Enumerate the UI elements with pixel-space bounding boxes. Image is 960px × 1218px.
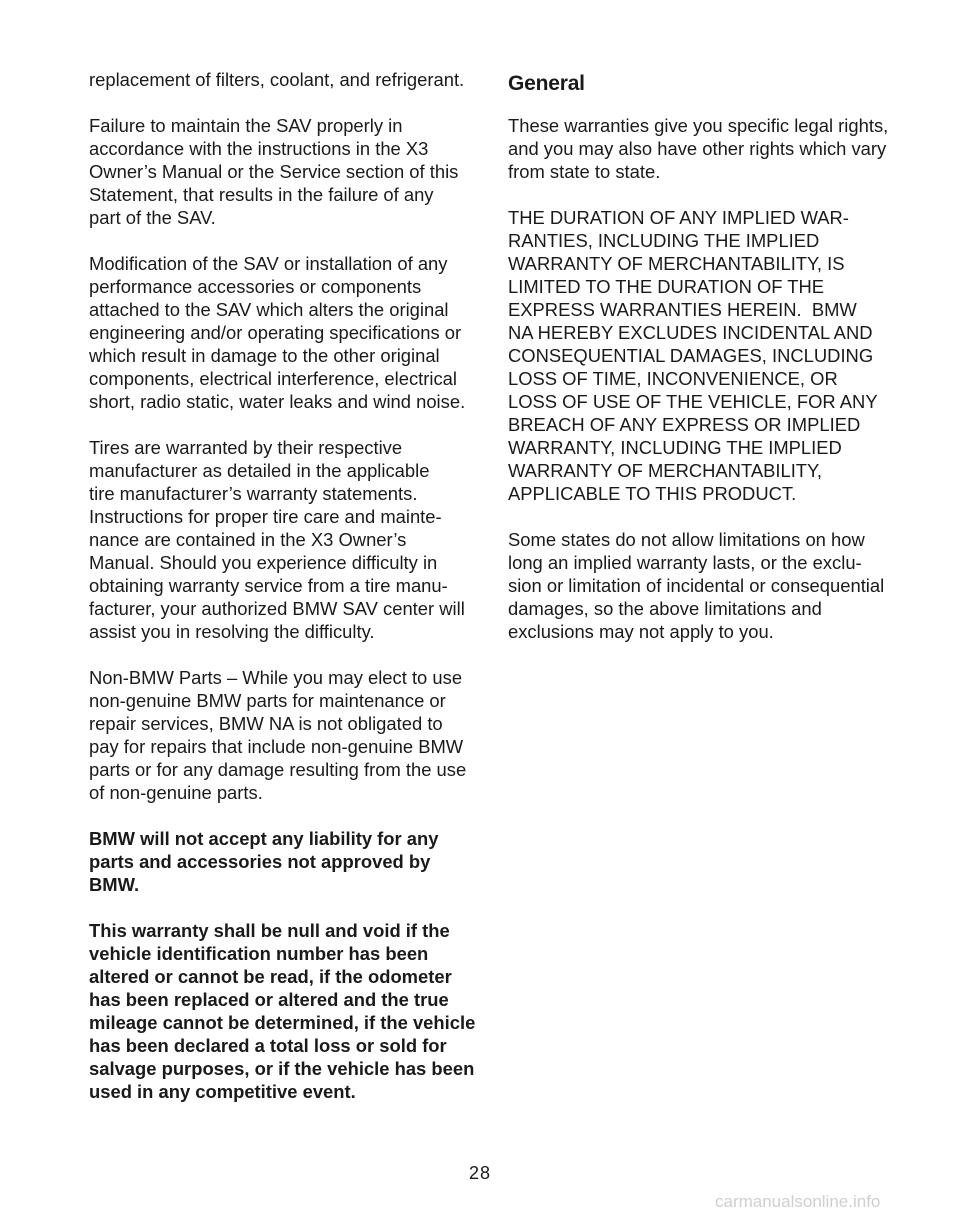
paragraph bbox=[89, 436, 471, 643]
text-line: RANTIES, INCLUDING THE IMPLIED bbox=[508, 230, 820, 251]
text-line: manufacturer as detailed in the applicable bbox=[89, 460, 430, 481]
text-line: mileage cannot be determined, if the vehicle bbox=[89, 1012, 476, 1033]
text-line: performance accessories or components bbox=[89, 276, 422, 297]
text-line: repair services, BMW NA is not obligated to bbox=[89, 713, 443, 734]
text-line: Instructions for proper tire care and mainte- bbox=[89, 506, 442, 527]
right-paragraphs bbox=[508, 114, 893, 643]
text-line: sion or limitation of incidental or consequential bbox=[508, 575, 885, 596]
text-line: nance are contained in the X3 Owner’s bbox=[89, 529, 407, 550]
text-line: LOSS OF USE OF THE VEHICLE, FOR ANY bbox=[508, 391, 878, 412]
text-line: Modification of the SAV or installation of any bbox=[89, 253, 448, 274]
text-line: NA HEREBY EXCLUDES INCIDENTAL AND bbox=[508, 322, 873, 343]
text-line: used in any competitive event. bbox=[89, 1081, 356, 1102]
text-line: engineering and/or operating specifications or bbox=[89, 322, 462, 343]
text-line: parts or for any damage resulting from the use bbox=[89, 759, 467, 780]
text-line: Failure to maintain the SAV properly in bbox=[89, 115, 403, 136]
text-line: which result in damage to the other original bbox=[89, 345, 440, 366]
paragraph bbox=[89, 919, 476, 1103]
text-line: CONSEQUENTIAL DAMAGES, INCLUDING bbox=[508, 345, 874, 366]
text-line: and you may also have other rights which vary bbox=[508, 138, 887, 159]
text-line: Manual. Should you experience difficulty in bbox=[89, 552, 438, 573]
text-line: replacement of filters, coolant, and refrigerant. bbox=[89, 69, 465, 90]
text-line: Non-BMW Parts – While you may elect to use bbox=[89, 667, 463, 688]
text-line: BMW. bbox=[89, 874, 140, 895]
text-line: tire manufacturer’s warranty statements. bbox=[89, 483, 418, 504]
text-line: exclusions may not apply to you. bbox=[508, 621, 774, 642]
text-line: LOSS OF TIME, INCONVENIENCE, OR bbox=[508, 368, 838, 389]
text-line: Some states do not allow limitations on how bbox=[508, 529, 865, 550]
right-column bbox=[508, 68, 893, 666]
paragraph bbox=[89, 666, 471, 804]
text-line: assist you in resolving the difficulty. bbox=[89, 621, 375, 642]
text-line: WARRANTY, INCLUDING THE IMPLIED bbox=[508, 437, 842, 458]
paragraph bbox=[89, 114, 471, 229]
text-line: vehicle identification number has been bbox=[89, 943, 429, 964]
paragraph bbox=[508, 114, 893, 183]
text-line: salvage purposes, or if the vehicle has been bbox=[89, 1058, 475, 1079]
text-line: BMW will not accept any liability for any bbox=[89, 828, 439, 849]
text-line: of non-genuine parts. bbox=[89, 782, 263, 803]
text-line: BREACH OF ANY EXPRESS OR IMPLIED bbox=[508, 414, 861, 435]
left-column bbox=[89, 68, 476, 1126]
text-line: has been declared a total loss or sold for bbox=[89, 1035, 447, 1056]
text-line: pay for repairs that include non-genuine BMW bbox=[89, 736, 464, 757]
text-line: WARRANTY OF MERCHANTABILITY, bbox=[508, 460, 823, 481]
text-line: Statement, that results in the failure of any bbox=[89, 184, 434, 205]
text-line: part of the SAV. bbox=[89, 207, 216, 228]
watermark-text: carmanualsonline.info bbox=[715, 1192, 881, 1211]
text-line: LIMITED TO THE DURATION OF THE bbox=[508, 276, 825, 297]
text-line: Owner’s Manual or the Service section of this bbox=[89, 161, 459, 182]
page-number: 28 bbox=[468, 1163, 492, 1183]
text-line: short, radio static, water leaks and wind noise. bbox=[89, 391, 466, 412]
text-line: components, electrical interference, electrical bbox=[89, 368, 457, 389]
text-line: obtaining warranty service from a tire manu- bbox=[89, 575, 448, 596]
paragraph bbox=[508, 206, 893, 505]
text-line: Tires are warranted by their respective bbox=[89, 437, 403, 458]
paragraph bbox=[89, 68, 471, 91]
text-line: THE DURATION OF ANY IMPLIED WAR- bbox=[508, 207, 849, 228]
text-line: non-genuine BMW parts for maintenance or bbox=[89, 690, 446, 711]
text-line: accordance with the instructions in the X3 bbox=[89, 138, 429, 159]
text-line: These warranties give you specific legal rights, bbox=[508, 115, 889, 136]
paragraph bbox=[89, 827, 471, 896]
text-line: WARRANTY OF MERCHANTABILITY, IS bbox=[508, 253, 845, 274]
paragraph bbox=[508, 528, 893, 643]
text-line: parts and accessories not approved by bbox=[89, 851, 431, 872]
text-line: from state to state. bbox=[508, 161, 661, 182]
text-line: APPLICABLE TO THIS PRODUCT. bbox=[508, 483, 797, 504]
text-line: long an implied warranty lasts, or the exclu- bbox=[508, 552, 862, 573]
text-line: damages, so the above limitations and bbox=[508, 598, 822, 619]
paragraph bbox=[89, 252, 471, 413]
text-line: facturer, your authorized BMW SAV center will bbox=[89, 598, 465, 619]
section-heading: General bbox=[508, 72, 585, 95]
text-line: altered or cannot be read, if the odometer bbox=[89, 966, 452, 987]
text-line: attached to the SAV which alters the original bbox=[89, 299, 449, 320]
text-line: has been replaced or altered and the true bbox=[89, 989, 449, 1010]
text-line: EXPRESS WARRANTIES HEREIN. BMW bbox=[508, 299, 857, 320]
text-line: This warranty shall be null and void if the bbox=[89, 920, 450, 941]
